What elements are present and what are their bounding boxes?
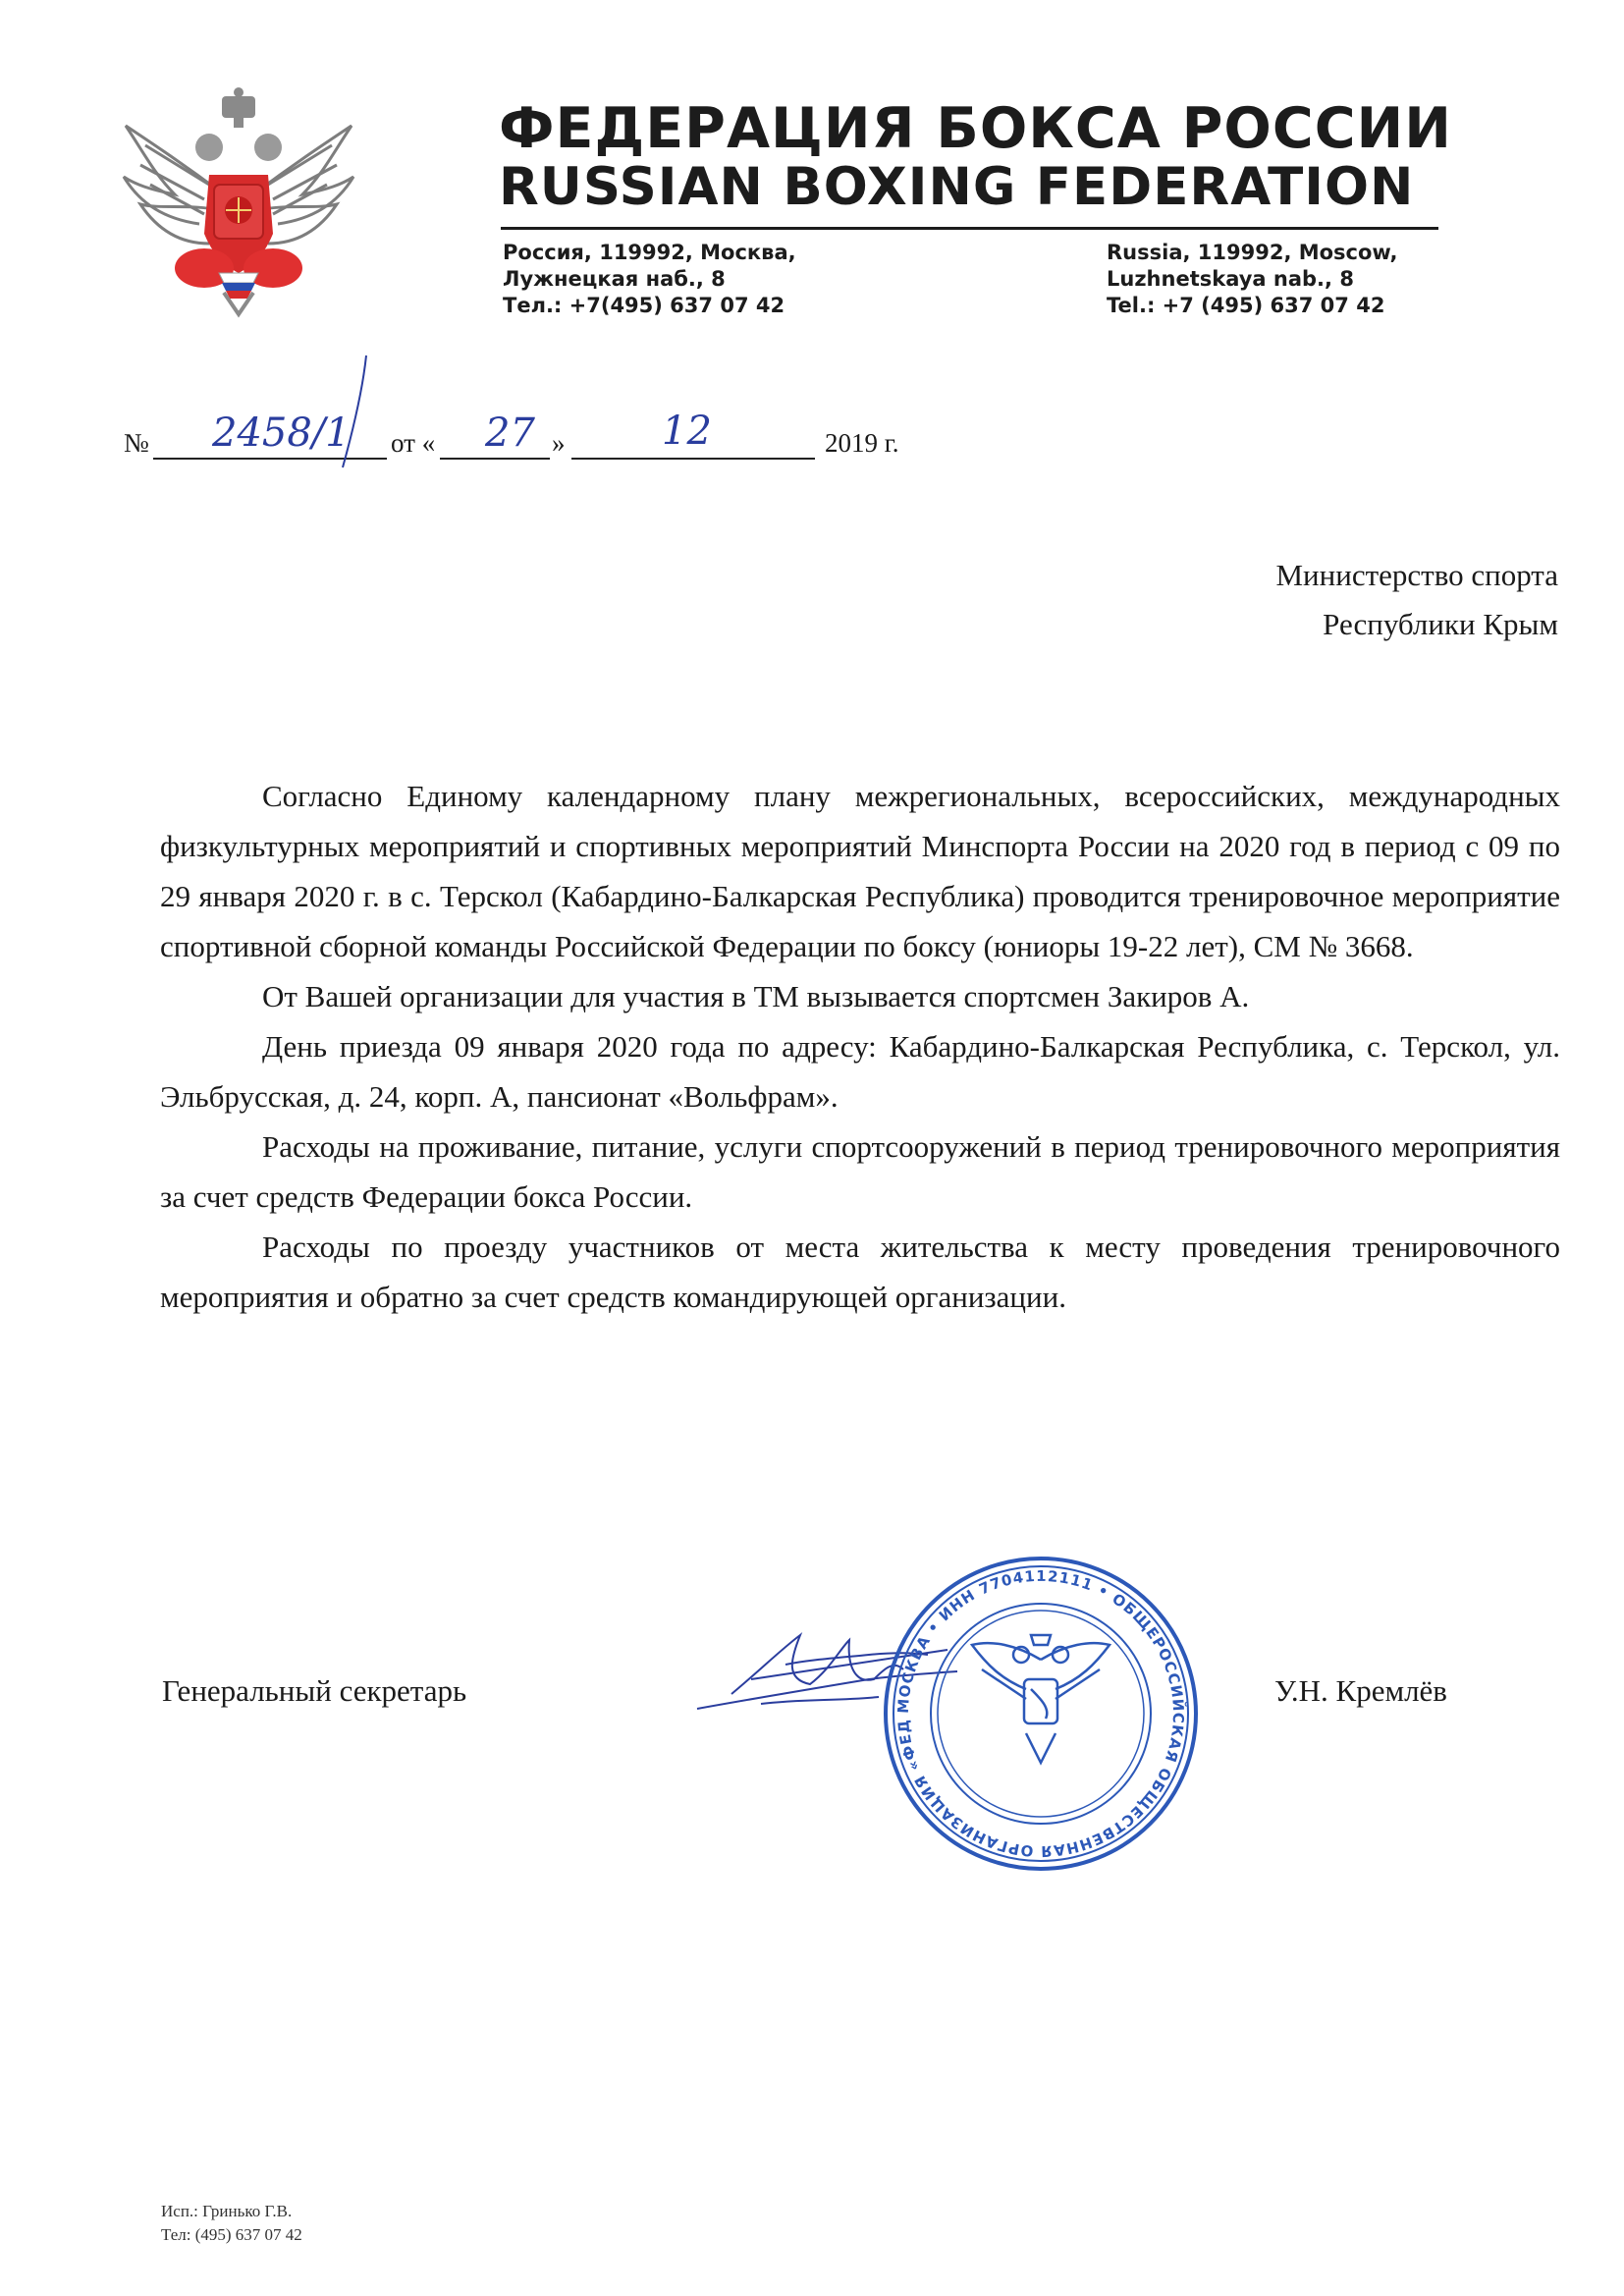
signatory-name: У.Н. Кремлёв	[1274, 1673, 1447, 1708]
body-paragraph: От Вашей организации для участия в ТМ вызывается спортсмен Закиров А.	[262, 979, 1250, 1013]
federation-emblem	[116, 86, 361, 322]
address-en	[1107, 240, 1397, 319]
handwritten-month: 12	[662, 409, 712, 454]
address-ru	[503, 240, 796, 319]
number-label: №	[124, 428, 149, 458]
month-underline	[571, 458, 815, 460]
handwritten-day: 27	[485, 410, 535, 456]
handwritten-number: 2458/1	[212, 410, 351, 456]
executor-phone: Тел: (495) 637 07 42	[161, 2225, 302, 2244]
address-ru-line: Тел.: +7(495) 637 07 42	[503, 294, 785, 317]
recipient-block	[1275, 551, 1558, 649]
close-quote: »	[552, 428, 566, 458]
body-paragraph: Расходы по проезду участников от места жительства к месту проведения тренировочного мероприятия и обратно за счет средств командирующей организации.	[160, 1230, 1560, 1314]
letter-body	[160, 771, 1560, 1322]
address-en-line: Tel.: +7 (495) 637 07 42	[1107, 294, 1385, 317]
stamp-ring-text: МОСКВА • ИНН 7704112111 • ОБЩЕРОССИЙСКАЯ ОБЩЕСТВЕННАЯ ОРГАНИЗАЦИЯ «ФЕД	[893, 1566, 1188, 1861]
address-en-line: Luzhnetskaya nab., 8	[1107, 267, 1354, 291]
body-paragraph: Расходы на проживание, питание, услуги спортсооружений в период тренировочного мероприятия за счет средств Федерации бокса России.	[160, 1129, 1560, 1214]
header-divider	[501, 227, 1438, 230]
signatory-title: Генеральный секретарь	[162, 1673, 467, 1708]
reference-line	[124, 409, 929, 471]
day-underline	[440, 458, 550, 460]
executor-name: Исп.: Гринько Г.В.	[161, 2202, 293, 2220]
official-stamp	[879, 1552, 1203, 1876]
executor-footer	[161, 2200, 302, 2247]
org-name-en: RUSSIAN BOXING FEDERATION	[499, 157, 1415, 217]
body-paragraph: День приезда 09 января 2020 года по адресу: Кабардино-Балкарская Республика, с. Терскол, ул. Эльбрусская, д. 24, корп. А, пансионат «Вольфрам».	[160, 1029, 1560, 1114]
year-text: 2019 г.	[825, 428, 899, 458]
body-paragraph: Согласно Единому календарному плану межрегиональных, всероссийских, международных физкультурных мероприятий и спортивных мероприятий Минспорта России на 2020 год в период с 09 по 29 января 2020 г. в с. Терскол (Кабардино-Балкарская Республика) проводится тренировочное мероприятие спортивной сборной команды Российской Федерации по боксу (юниоры 19-22 лет), СМ № 3668.	[160, 779, 1560, 963]
handwritten-stroke	[335, 354, 374, 471]
address-ru-line: Россия, 119992, Москва,	[503, 241, 796, 264]
recipient-line: Республики Крым	[1323, 607, 1558, 641]
org-name-ru: ФЕДЕРАЦИЯ БОКСА РОССИИ	[499, 96, 1452, 161]
address-ru-line: Лужнецкая наб., 8	[503, 267, 726, 291]
address-en-line: Russia, 119992, Moscow,	[1107, 241, 1398, 264]
recipient-line: Министерство спорта	[1275, 558, 1558, 592]
from-label: от «	[391, 428, 436, 458]
